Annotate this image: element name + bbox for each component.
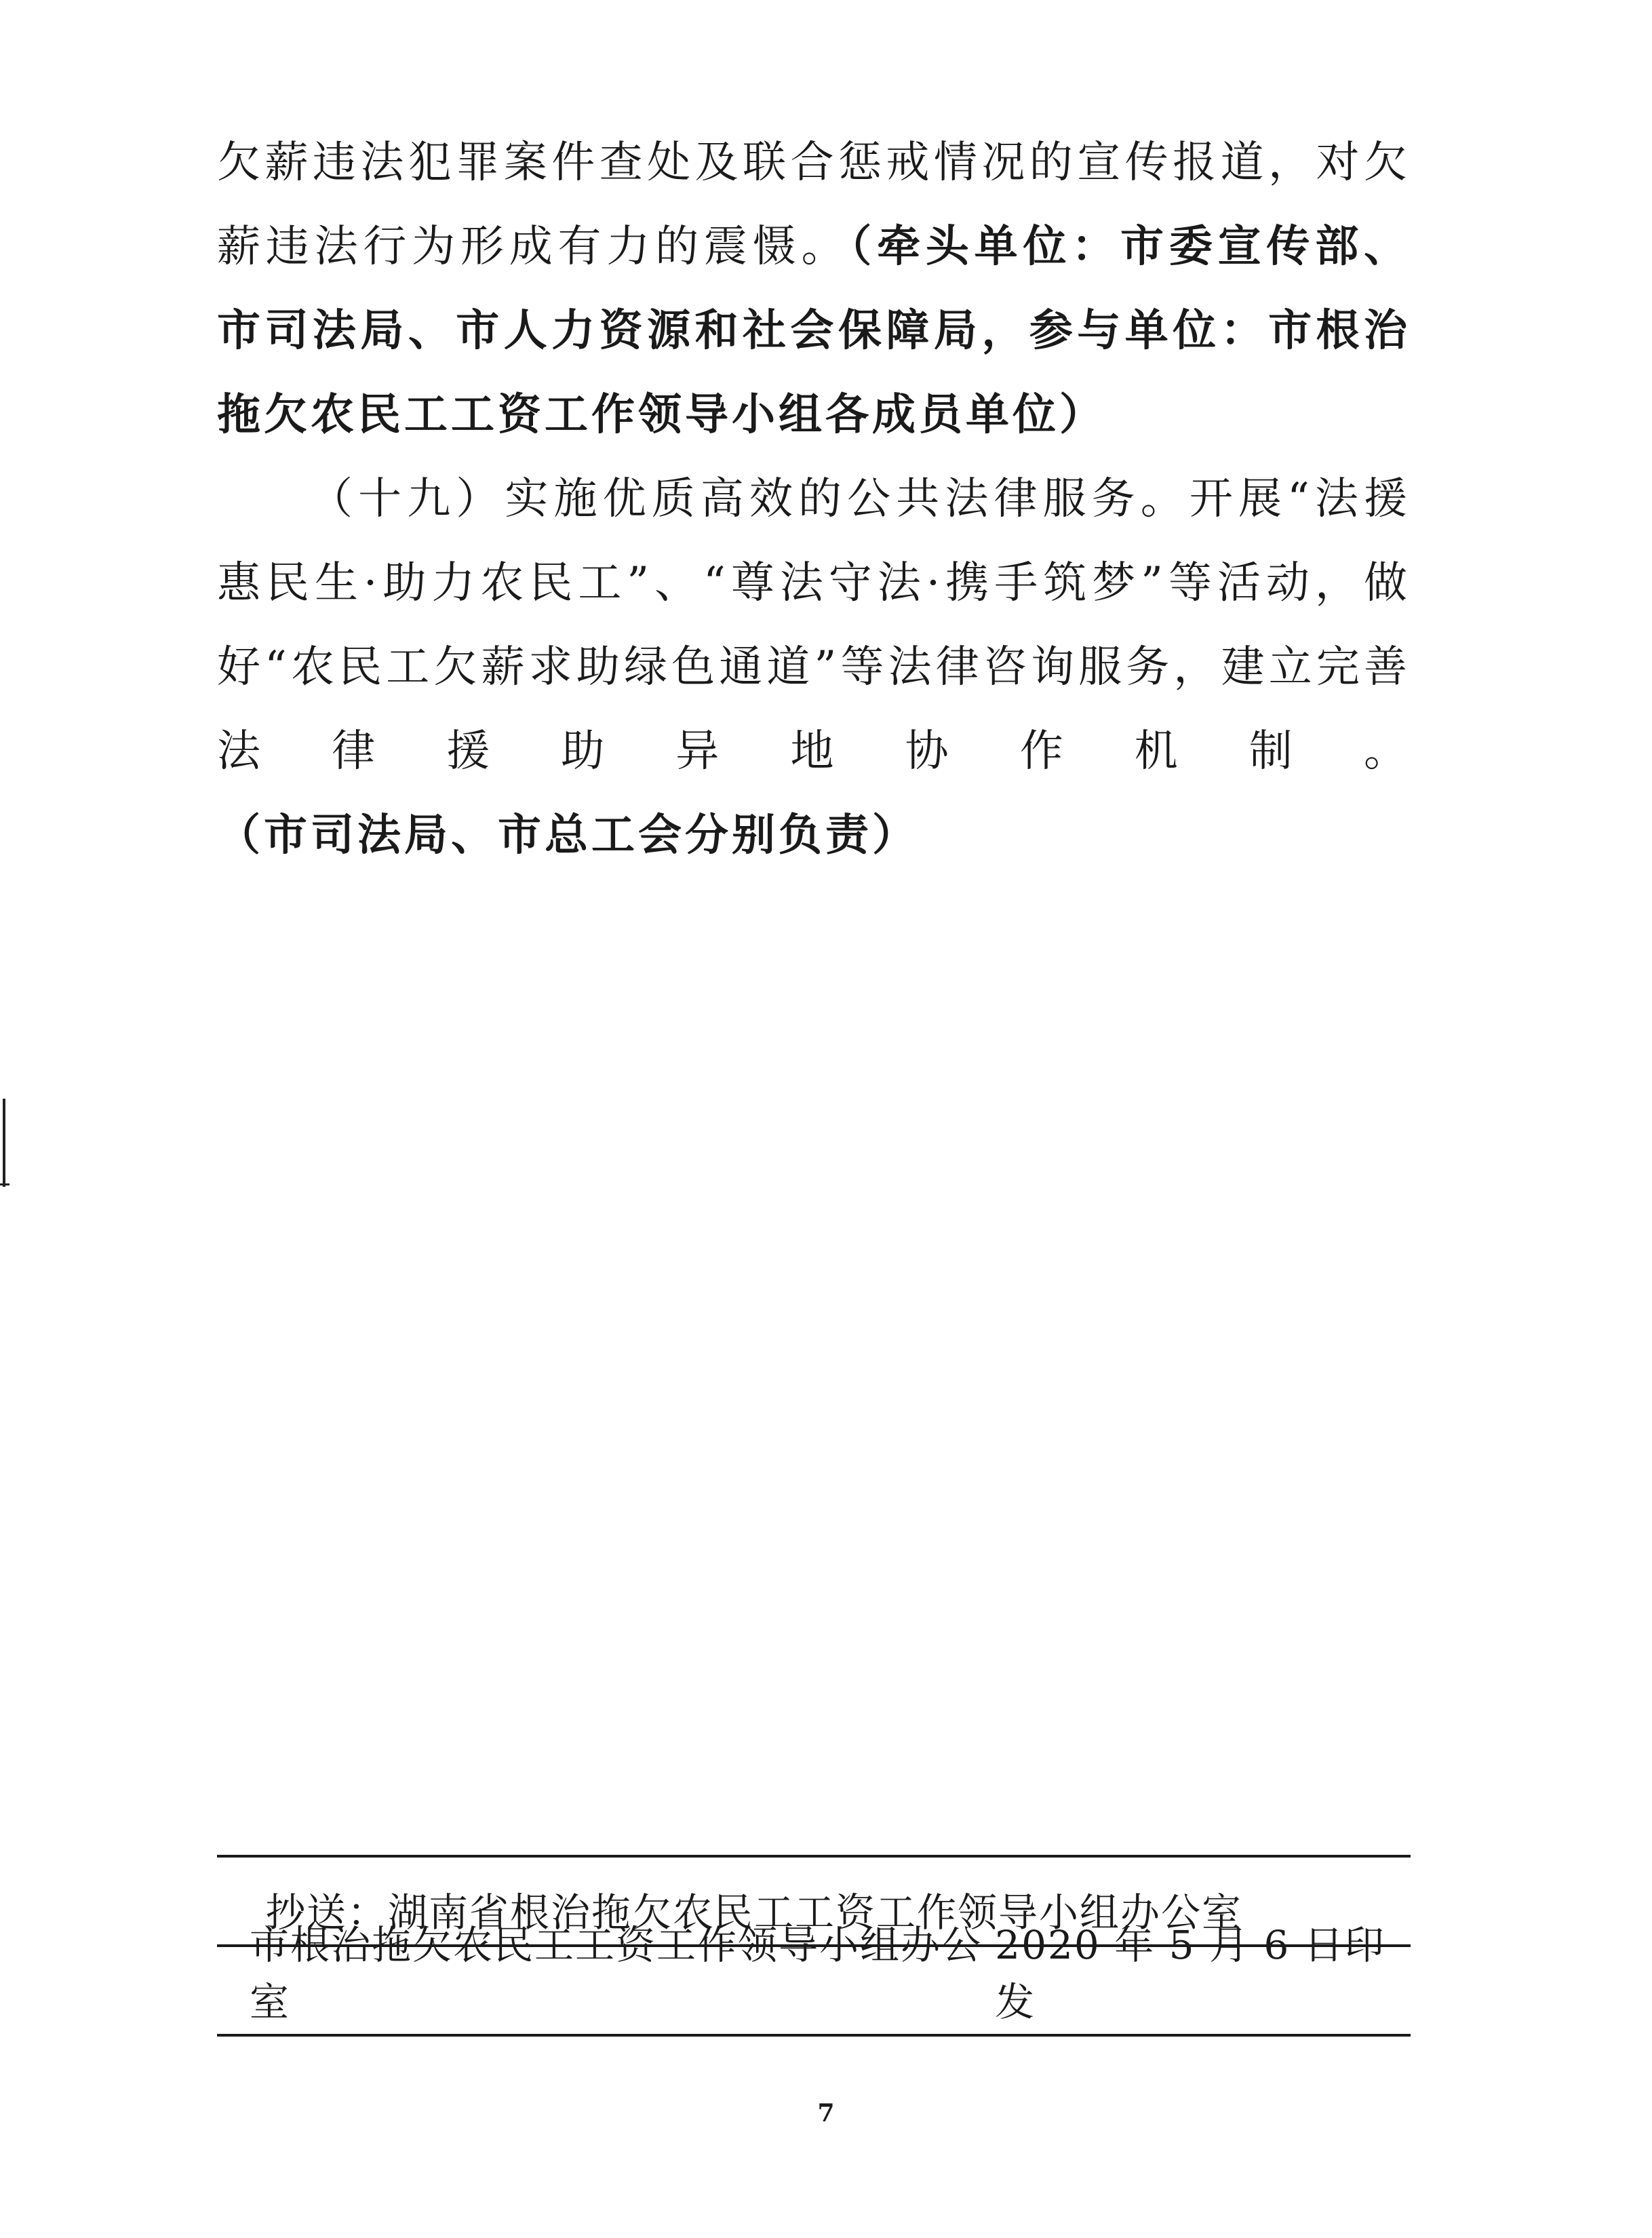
scan-edge-mark — [3, 1099, 5, 1187]
issue-line — [217, 1922, 1411, 2034]
cc-label: 抄送： — [266, 1889, 389, 1936]
paragraph-1-responsible-units: （牵头单位：市委宣传部、市司法局、市人力资源和社会保障局，参与单位：市根治拖欠农民工工资工作领导小组各成员单位） — [217, 221, 1411, 440]
scan-edge-tick — [0, 1183, 9, 1185]
paragraph-2-responsible-units: （市司法局、市总工会分别负责） — [217, 810, 919, 861]
footer-bottom-rule — [217, 2034, 1411, 2037]
document-body — [217, 121, 1411, 878]
paragraph-continuation — [217, 121, 1411, 457]
issuer: 市根治拖欠农民工工资工作领导小组办公室 — [250, 1922, 983, 2025]
page-number: 7 — [817, 2099, 835, 2127]
issue-date: 2020 年 5 月 6 日印发 — [995, 1922, 1385, 2025]
paragraph-2-text: （十九）实施优质高效的公共法律服务。开展“法援惠民生·助力农民工”、“尊法守法·携手筑梦”等活动，做好“农民工欠薪求助绿色通道”等法律咨询服务，建立完善法律援助异地协作机制。 — [217, 474, 1411, 777]
paragraph-item-19 — [217, 457, 1411, 878]
distribution-footer — [217, 1855, 1411, 2037]
cc-recipient: 湖南省根治拖欠农民工工资工作领导小组办公室 — [388, 1889, 1243, 1936]
paragraph-1-text: 欠薪违法犯罪案件查处及联合惩戒情况的宣传报道，对欠薪违法行为形成有力的震慑。 — [217, 138, 1411, 272]
